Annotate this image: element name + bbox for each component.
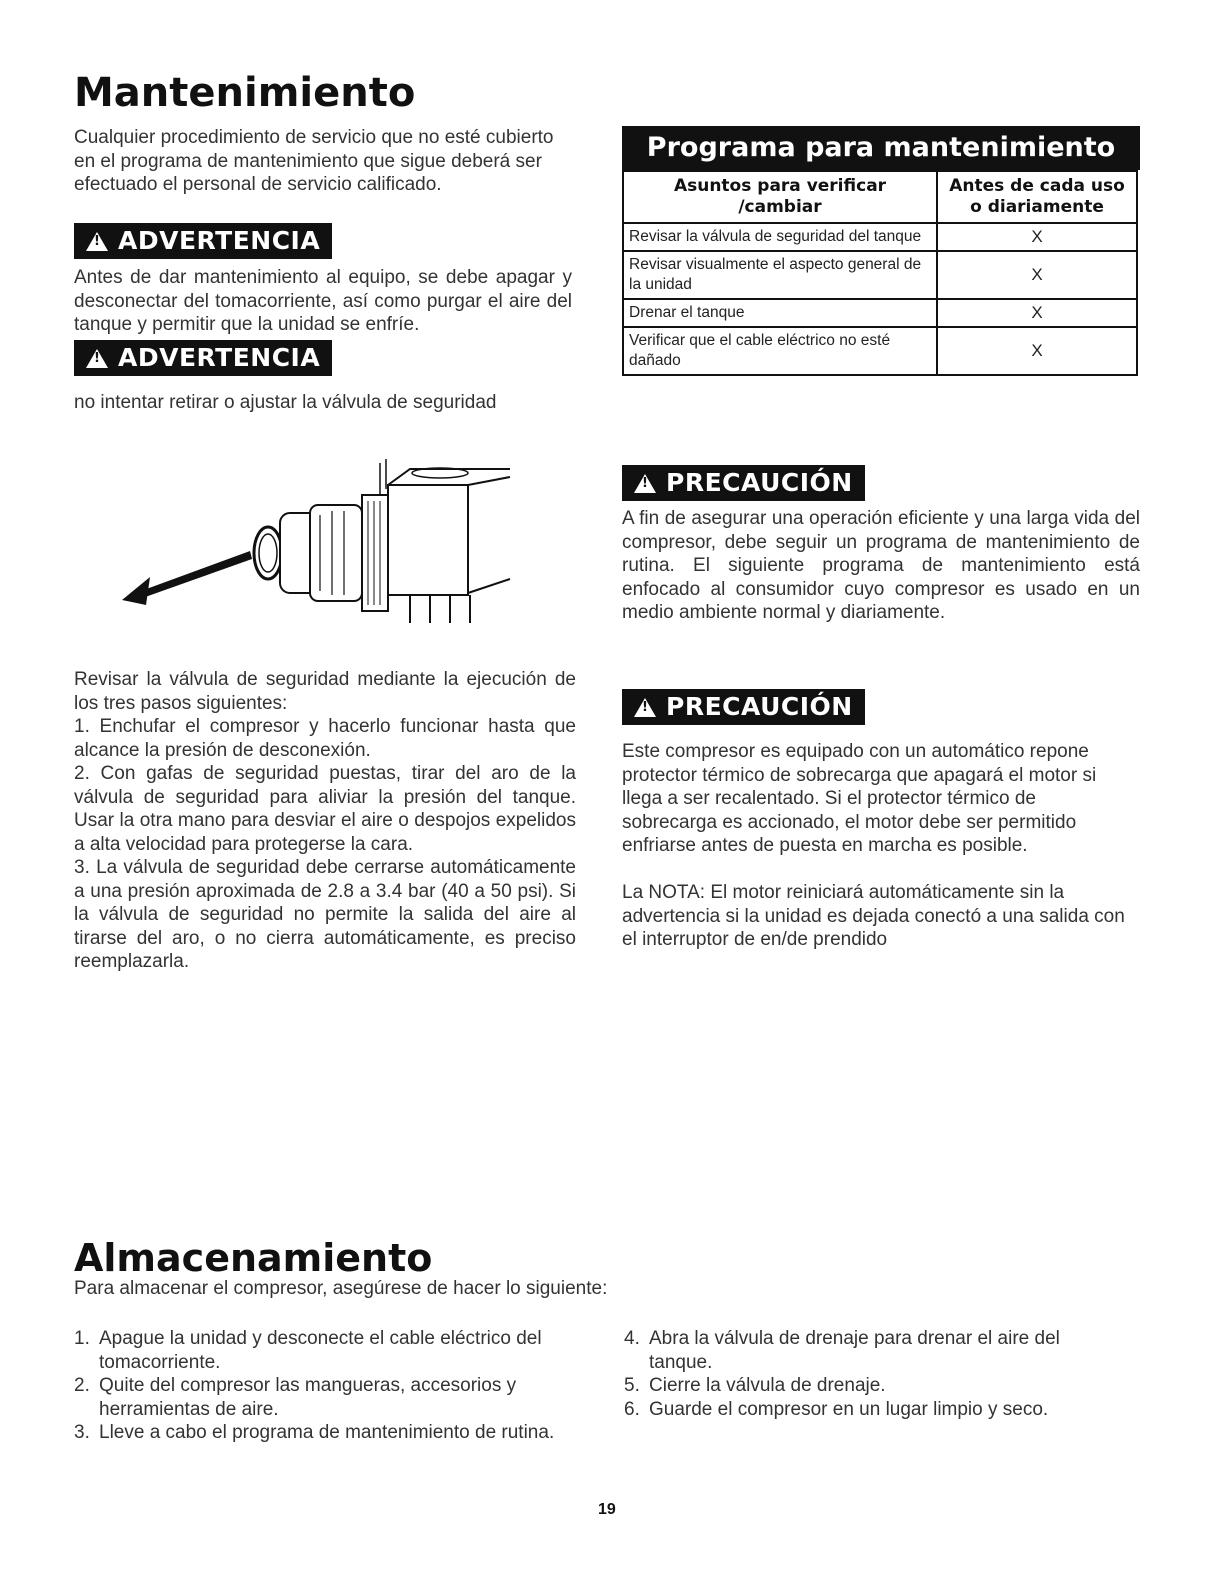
- list-item: 5. Cierre la válvula de drenaje.: [624, 1375, 886, 1396]
- schedule-item: Drenar el tanque: [623, 299, 937, 327]
- valve-check-intro: Revisar la válvula de seguridad mediante la ejecución de los tres pasos siguientes:: [74, 669, 576, 714]
- safety-valve-illustration: [120, 455, 520, 625]
- table-header-row: [623, 171, 1137, 223]
- list-item: 1. Apague la unidad y desconecte el cable eléctrico del tomacorriente.: [74, 1328, 542, 1373]
- arrow-head-icon: [122, 577, 150, 605]
- caution-2-note: La NOTA: El motor reiniciará automáticamente sin la advertencia si la unidad es dejada conectó a una salida con el interruptor de en/de prendido: [622, 882, 1125, 950]
- valve-step: 1. Enchufar el compresor y hacerlo funcionar hasta que alcance la presión de desconexión.: [74, 716, 576, 761]
- page-title: Mantenimiento: [74, 70, 416, 116]
- column-header: Asuntos para verificar /cambiar: [623, 171, 937, 223]
- list-item: 6. Guarde el compresor en un lugar limpio y seco.: [624, 1398, 1049, 1420]
- maintenance-schedule: [622, 126, 1140, 376]
- warning-banner-2: [74, 340, 332, 376]
- schedule-mark: X: [937, 299, 1137, 327]
- storage-steps-left: [74, 1327, 588, 1445]
- schedule-item: Revisar visualmente el aspecto general de la unidad: [623, 251, 937, 299]
- valve-step: 3. La válvula de seguridad debe cerrarse automáticamente a una presión aproximada de 2.8 a 3.4 bar (40 a 50 psi). Si la válvula de seguridad no permite la salida del aire al tirarse del aro, o no cierra automáticamente, es preciso reemplazarla.: [74, 857, 576, 972]
- warning-1-text: Antes de dar mantenimiento al equipo, se debe apagar y desconectar del tomacorriente, así como purgar el aire del tanque y permitir que la unidad se enfríe.: [74, 267, 572, 335]
- storage-steps-right: [624, 1327, 1094, 1421]
- schedule-title: Programa para mantenimiento: [622, 126, 1140, 170]
- warning-triangle-icon: [86, 349, 108, 368]
- list-item: 3. Lleve a cabo el programa de mantenimiento de rutina.: [74, 1422, 555, 1443]
- schedule-table: [622, 170, 1138, 376]
- schedule-mark: X: [937, 251, 1137, 299]
- table-row: [623, 299, 1137, 327]
- warning-label: ADVERTENCIA: [118, 343, 321, 372]
- warning-banner-1: [74, 223, 332, 259]
- caution-2-text: Este compresor es equipado con un automático repone protector térmico de sobrecarga que apagará el motor si llega a ser recalentado. Si el protector térmico de sobrecarga es accionado, el motor debe ser permitido enfriarse antes de puesta en marcha es posible.: [622, 741, 1097, 856]
- caution-banner-2: [622, 689, 865, 725]
- schedule-mark: X: [937, 327, 1137, 375]
- warning-label: ADVERTENCIA: [118, 226, 321, 255]
- valve-steps: [74, 715, 576, 974]
- schedule-item: Verificar que el cable eléctrico no esté dañado: [623, 327, 937, 375]
- caution-1-text: A fin de asegurar una operación eficiente y una larga vida del compresor, debe seguir un programa de mantenimiento de rutina. El siguiente programa de mantenimiento está enfocado al consumidor cuyo compresor es usado en un medio ambiente normal y diariamente.: [622, 508, 1140, 623]
- warning-triangle-icon: [634, 474, 656, 493]
- warning-triangle-icon: [86, 232, 108, 251]
- maintenance-intro: Cualquier procedimiento de servicio que no esté cubierto en el programa de mantenimiento que sigue deberá ser efectuado el personal de servicio calificado.: [74, 127, 554, 195]
- caution-label: PRECAUCIÓN: [666, 692, 853, 721]
- schedule-mark: X: [937, 223, 1137, 251]
- list-item: 2. Quite del compresor las mangueras, accesorios y herramientas de aire.: [74, 1375, 517, 1420]
- page-number: 19: [598, 1501, 616, 1518]
- valve-step: 2. Con gafas de seguridad puestas, tirar del aro de la válvula de seguridad para aliviar la presión del tanque. Usar la otra mano para desviar el aire o despojos expelidos a alta velocidad para protegerse la cara.: [74, 763, 576, 855]
- table-row: [623, 327, 1137, 375]
- storage-title: Almacenamiento: [74, 1236, 433, 1280]
- warning-triangle-icon: [634, 698, 656, 717]
- table-row: [623, 223, 1137, 251]
- storage-intro: Para almacenar el compresor, asegúrese de hacer lo siguiente:: [74, 1278, 608, 1299]
- warning-2-text: no intentar retirar o ajustar la válvula de seguridad: [74, 392, 497, 413]
- schedule-item: Revisar la válvula de seguridad del tanque: [623, 223, 937, 251]
- column-header: Antes de cada uso o diariamente: [937, 171, 1137, 223]
- list-item: 4. Abra la válvula de drenaje para drenar el aire del tanque.: [624, 1328, 1060, 1373]
- caution-label: PRECAUCIÓN: [666, 468, 853, 497]
- table-row: [623, 251, 1137, 299]
- caution-banner-1: [622, 465, 865, 501]
